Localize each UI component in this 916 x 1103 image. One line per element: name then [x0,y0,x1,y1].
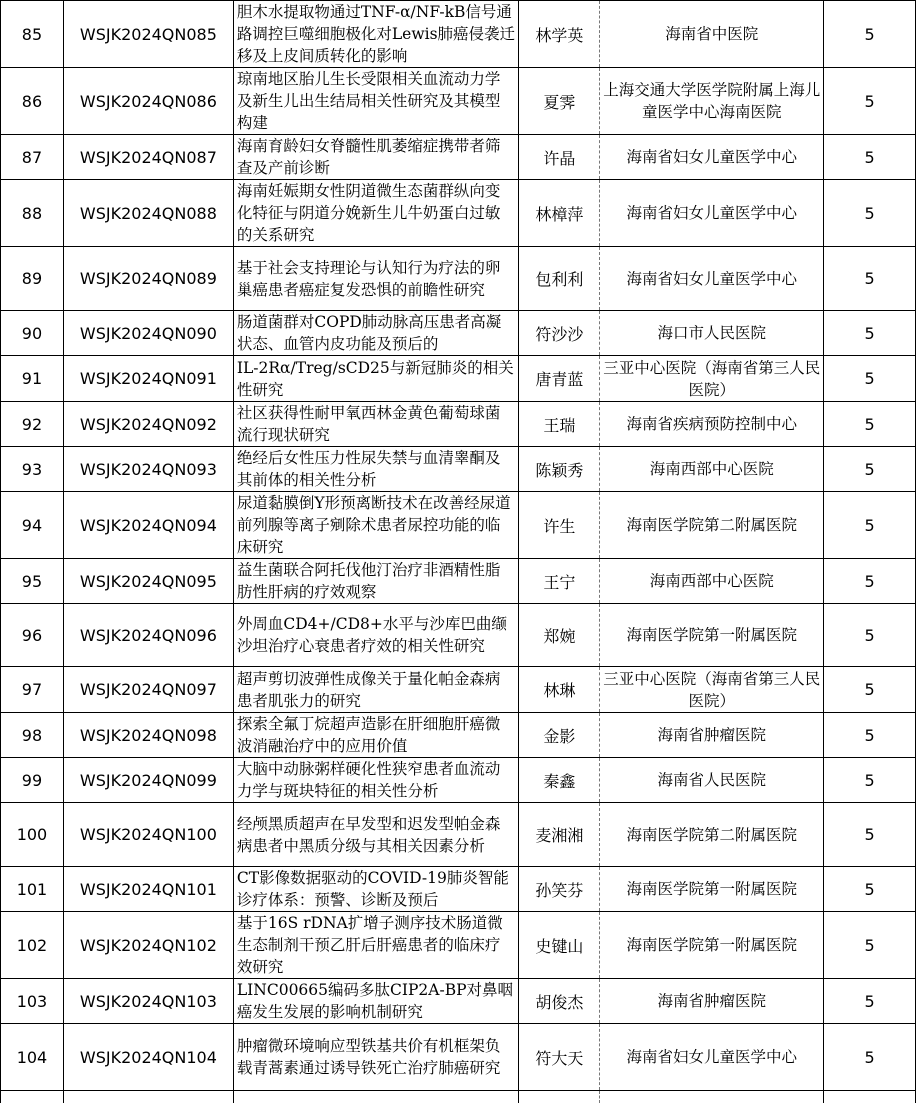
empty-cell [1,1091,64,1103]
table-row [1,68,916,135]
score: 5 [824,1,916,68]
principal-investigator: 夏霁 [519,68,600,135]
row-number: 85 [1,1,64,68]
table-row [1,1,916,68]
row-number: 89 [1,247,64,311]
row-number: 103 [1,979,64,1024]
principal-investigator: 符沙沙 [519,311,600,356]
project-title: 超声剪切波弹性成像关于量化帕金森病患者肌张力的研究 [233,667,519,713]
score: 5 [824,713,916,758]
principal-investigator: 王宁 [519,559,600,604]
row-number: 102 [1,912,64,979]
institution: 海南西部中心医院 [600,559,824,604]
institution: 海南医学院第二附属医院 [600,803,824,867]
project-code: WSJK2024QN085 [63,1,233,68]
institution: 海南医学院第二附属医院 [600,492,824,559]
row-number: 93 [1,447,64,492]
principal-investigator: 孙笑芬 [519,867,600,912]
principal-investigator: 林樟萍 [519,180,600,247]
table-row [1,912,916,979]
institution: 三亚中心医院（海南省第三人民医院） [600,356,824,402]
score: 5 [824,559,916,604]
project-code: WSJK2024QN098 [63,713,233,758]
table-row-partial [1,1091,916,1103]
project-title: 尿道黏膜倒Y形预离断技术在改善经尿道前列腺等离子剜除术患者尿控功能的临床研究 [233,492,519,559]
institution: 海南医学院第一附属医院 [600,912,824,979]
table-row [1,604,916,667]
project-code: WSJK2024QN095 [63,559,233,604]
institution: 海南省疾病预防控制中心 [600,402,824,447]
institution: 海南西部中心医院 [600,447,824,492]
project-title: LINC00665编码多肽CIP2A-BP对鼻咽癌发生发展的影响机制研究 [233,979,519,1024]
score: 5 [824,402,916,447]
project-code: WSJK2024QN091 [63,356,233,402]
empty-cell [63,1091,233,1103]
project-title: 外周血CD4+/CD8+水平与沙库巴曲缬沙坦治疗心衰患者疗效的相关性研究 [233,604,519,667]
table-row [1,867,916,912]
principal-investigator: 胡俊杰 [519,979,600,1024]
project-title: 海南育龄妇女脊髓性肌萎缩症携带者筛查及产前诊断 [233,135,519,180]
project-title: 经颅黑质超声在早发型和迟发型帕金森病患者中黑质分级与其相关因素分析 [233,803,519,867]
institution: 海口市人民医院 [600,311,824,356]
table-row [1,356,916,402]
principal-investigator: 陈颖秀 [519,447,600,492]
table-body [1,1,916,1103]
score: 5 [824,311,916,356]
table-row [1,979,916,1024]
row-number: 98 [1,713,64,758]
row-number: 96 [1,604,64,667]
score: 5 [824,604,916,667]
project-title: 益生菌联合阿托伐他汀治疗非酒精性脂肪性肝病的疗效观察 [233,559,519,604]
project-title: 探索全氟丁烷超声造影在肝细胞肝癌微波消融治疗中的应用价值 [233,713,519,758]
institution: 海南省肿瘤医院 [600,979,824,1024]
table-row [1,311,916,356]
row-number: 86 [1,68,64,135]
principal-investigator: 包利利 [519,247,600,311]
project-title: 肿瘤微环境响应型铁基共价有机框架负载青蒿素通过诱导铁死亡治疗肺癌研究 [233,1024,519,1091]
table-row [1,180,916,247]
project-title: 绝经后女性压力性尿失禁与血清睾酮及其前体的相关性分析 [233,447,519,492]
principal-investigator: 唐青蓝 [519,356,600,402]
principal-investigator: 金影 [519,713,600,758]
score: 5 [824,867,916,912]
row-number: 90 [1,311,64,356]
score: 5 [824,912,916,979]
project-title: 海南妊娠期女性阴道微生态菌群纵向变化特征与阴道分娩新生儿牛奶蛋白过敏的关系研究 [233,180,519,247]
score: 5 [824,979,916,1024]
table-row [1,803,916,867]
project-code: WSJK2024QN094 [63,492,233,559]
row-number: 100 [1,803,64,867]
project-code: WSJK2024QN104 [63,1024,233,1091]
project-title: 肠道菌群对COPD肺动脉高压患者高凝状态、血管内皮功能及预后的 [233,311,519,356]
institution: 海南省人民医院 [600,758,824,803]
score: 5 [824,135,916,180]
score: 5 [824,492,916,559]
project-title: 基于16S rDNA扩增子测序技术肠道微生态制剂干预乙肝后肝癌患者的临床疗效研究 [233,912,519,979]
institution: 海南医学院第一附属医院 [600,867,824,912]
project-title: CT影像数据驱动的COVID-19肺炎智能诊疗体系：预警、诊断及预后 [233,867,519,912]
principal-investigator: 许生 [519,492,600,559]
score: 5 [824,667,916,713]
table-row [1,492,916,559]
table-row [1,758,916,803]
row-number: 94 [1,492,64,559]
table-row [1,135,916,180]
project-code: WSJK2024QN101 [63,867,233,912]
project-title: 大脑中动脉粥样硬化性狭窄患者血流动力学与斑块特征的相关性分析 [233,758,519,803]
project-code: WSJK2024QN100 [63,803,233,867]
institution: 三亚中心医院（海南省第三人民医院） [600,667,824,713]
score: 5 [824,356,916,402]
empty-cell [600,1091,824,1103]
principal-investigator: 林琳 [519,667,600,713]
principal-investigator: 符大天 [519,1024,600,1091]
principal-investigator: 许晶 [519,135,600,180]
project-code: WSJK2024QN088 [63,180,233,247]
score: 5 [824,180,916,247]
table-row [1,713,916,758]
row-number: 101 [1,867,64,912]
project-code: WSJK2024QN102 [63,912,233,979]
score: 5 [824,247,916,311]
institution: 海南省肿瘤医院 [600,713,824,758]
row-number: 87 [1,135,64,180]
project-code: WSJK2024QN093 [63,447,233,492]
score: 5 [824,1024,916,1091]
principal-investigator: 史键山 [519,912,600,979]
project-code: WSJK2024QN097 [63,667,233,713]
project-title: 基于社会支持理论与认知行为疗法的卵巢癌患者癌症复发恐惧的前瞻性研究 [233,247,519,311]
empty-cell [233,1091,519,1103]
score: 5 [824,68,916,135]
principal-investigator: 王瑞 [519,402,600,447]
row-number: 95 [1,559,64,604]
project-title: 琼南地区胎儿生长受限相关血流动力学及新生儿出生结局相关性研究及其模型构建 [233,68,519,135]
row-number: 104 [1,1024,64,1091]
institution: 海南医学院第一附属医院 [600,604,824,667]
project-title: 胆木水提取物通过TNF-α/NF-kB信号通路调控巨噬细胞极化对Lewis肺癌侵袭迁移及上皮间质转化的影响 [233,1,519,68]
table-row [1,667,916,713]
project-code: WSJK2024QN099 [63,758,233,803]
score: 5 [824,803,916,867]
score: 5 [824,758,916,803]
row-number: 88 [1,180,64,247]
project-code: WSJK2024QN089 [63,247,233,311]
institution: 海南省中医院 [600,1,824,68]
row-number: 97 [1,667,64,713]
institution: 上海交通大学医学院附属上海儿童医学中心海南医院 [600,68,824,135]
table-row [1,1024,916,1091]
principal-investigator: 秦鑫 [519,758,600,803]
project-title: IL-2Rα/Treg/sCD25与新冠肺炎的相关性研究 [233,356,519,402]
project-code: WSJK2024QN096 [63,604,233,667]
empty-cell [824,1091,916,1103]
row-number: 99 [1,758,64,803]
project-code: WSJK2024QN087 [63,135,233,180]
project-code: WSJK2024QN090 [63,311,233,356]
project-code: WSJK2024QN103 [63,979,233,1024]
table-row [1,559,916,604]
principal-investigator: 麦湘湘 [519,803,600,867]
project-code: WSJK2024QN092 [63,402,233,447]
row-number: 91 [1,356,64,402]
principal-investigator: 林学英 [519,1,600,68]
table-row [1,402,916,447]
row-number: 92 [1,402,64,447]
institution: 海南省妇女儿童医学中心 [600,247,824,311]
score: 5 [824,447,916,492]
table-row [1,247,916,311]
table-row [1,447,916,492]
institution: 海南省妇女儿童医学中心 [600,180,824,247]
project-title: 社区获得性耐甲氧西林金黄色葡萄球菌流行现状研究 [233,402,519,447]
institution: 海南省妇女儿童医学中心 [600,135,824,180]
principal-investigator: 郑婉 [519,604,600,667]
project-code: WSJK2024QN086 [63,68,233,135]
institution: 海南省妇女儿童医学中心 [600,1024,824,1091]
empty-cell [519,1091,600,1103]
